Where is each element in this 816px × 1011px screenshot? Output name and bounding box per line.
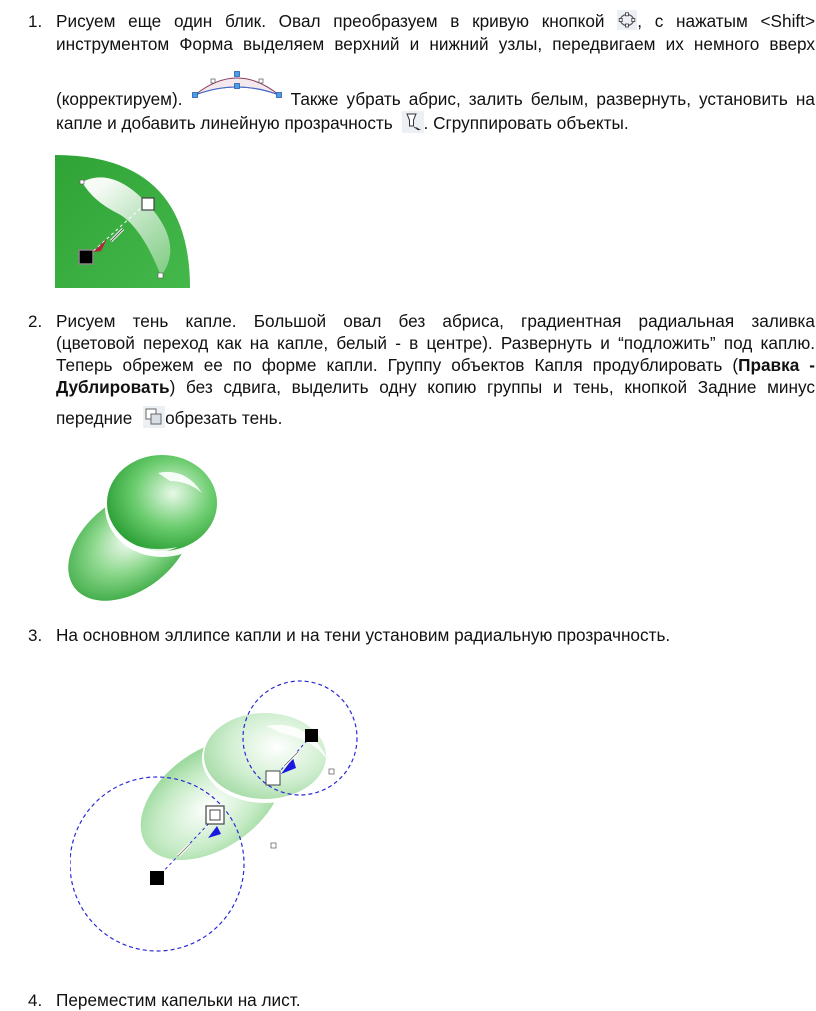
transparency-tool-icon bbox=[402, 111, 424, 138]
drop-ellipse bbox=[204, 713, 326, 799]
step-2-text bbox=[56, 310, 815, 432]
step-1-line-1: Рисуем еще один блик. Овал преобразуем в кривую кнопкой , с нажатым <Shift> bbox=[56, 10, 815, 32]
drop-quarter-shape bbox=[55, 155, 190, 288]
transparency-end-handle-upper bbox=[266, 771, 280, 785]
step-4-text bbox=[56, 989, 815, 1011]
figure-radial-transparency bbox=[70, 676, 375, 976]
convert-to-curve-icon bbox=[617, 10, 637, 35]
step-1-line-3: (корректируем). Также убрать абрис, залить белым, развернуть, установить на bbox=[56, 67, 815, 107]
step-1-line-4: капле и добавить линейную прозрачность . Сгруппировать объекты. bbox=[56, 111, 815, 135]
figure-drop-with-shadow bbox=[60, 455, 220, 610]
step-number: 4. bbox=[28, 991, 43, 1010]
step-4-line-1: Переместим капельки на лист. bbox=[56, 990, 301, 1010]
transparency-start-handle-lower bbox=[150, 871, 164, 885]
step-1-text bbox=[56, 10, 815, 135]
step-3-line-1: На основном эллипсе капли и на тени установим радиальную прозрачность. bbox=[56, 625, 671, 645]
drop-ellipse bbox=[107, 455, 217, 551]
figure-highlight-shape bbox=[55, 155, 190, 293]
step-1-line-2: инструментом Форма выделяем верхний и нижний узлы, передвигаем их немного вверх bbox=[56, 34, 815, 54]
step-2-line-5: передние обрезать тень. bbox=[56, 406, 815, 432]
step-2-line-3: Теперь обрежем ее по форме капли. Группу объектов Капля продублировать (Правка - bbox=[56, 355, 816, 375]
step-3-text bbox=[56, 624, 815, 646]
gradient-start-handle bbox=[79, 250, 93, 264]
step-2-line-4: Дублировать) без сдвига, выделить одну копию группы и тень, кнопкой Задние минус bbox=[56, 377, 815, 397]
step-number: 2. bbox=[28, 312, 43, 331]
step-number: 3. bbox=[28, 626, 43, 645]
transparency-end-handle-lower bbox=[206, 806, 224, 824]
step-2-line-1: Рисуем тень капле. Большой овал без абриса, градиентная радиальная заливка bbox=[56, 311, 815, 331]
step-2-line-2: (цветовой переход как на капле, белый - в центре). Развернуть и “подложить” под каплю. bbox=[56, 333, 815, 353]
back-minus-front-icon bbox=[143, 406, 165, 433]
gradient-end-handle bbox=[142, 198, 154, 210]
transparency-start-handle-upper bbox=[305, 729, 318, 742]
step-number: 1. bbox=[28, 12, 43, 31]
